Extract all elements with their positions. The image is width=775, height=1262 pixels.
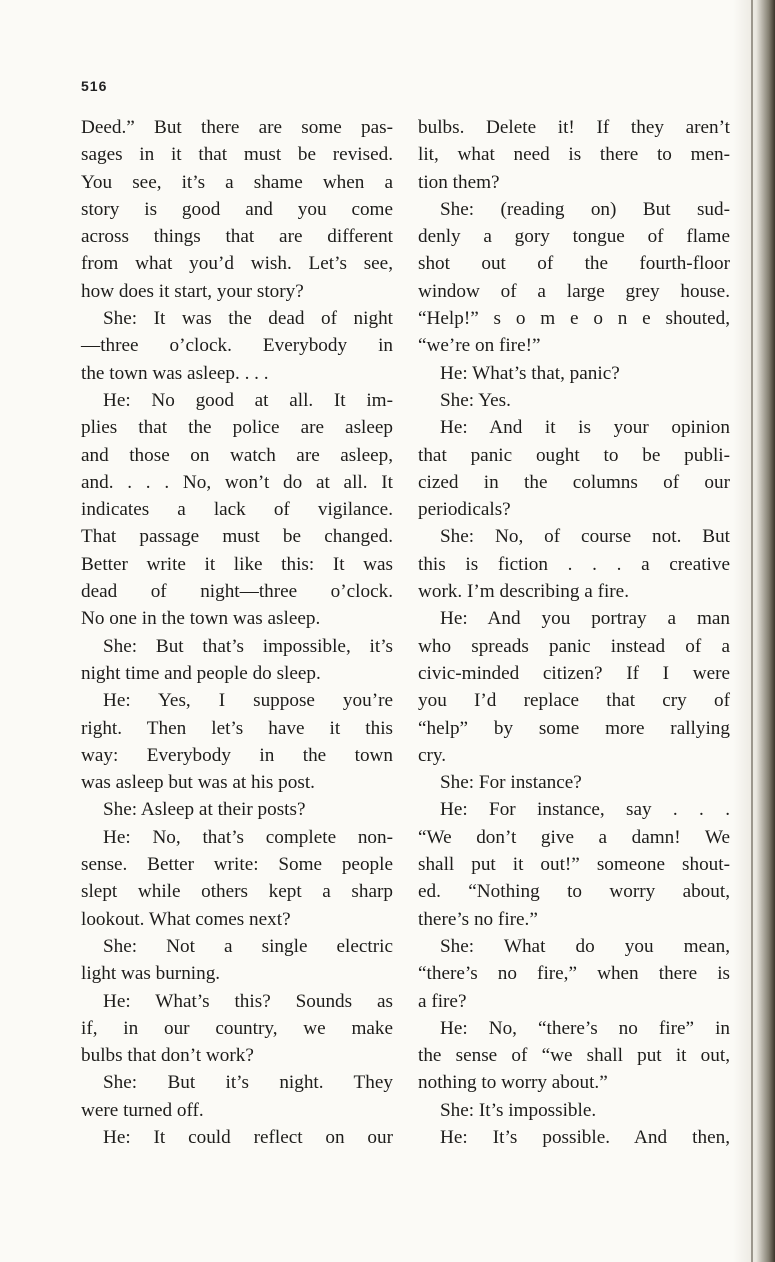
text-line: tion them? xyxy=(418,171,500,193)
text-line: way: Everybody in the town xyxy=(81,744,393,766)
text-line: if, in our country, we make xyxy=(81,1017,393,1039)
text-line: She: For instance? xyxy=(440,772,582,794)
text-line: story is good and you come xyxy=(81,198,393,220)
text-line: She: No, of course not. But xyxy=(440,526,730,548)
text-line: this is fiction . . . a creative xyxy=(418,553,730,575)
text-column-left xyxy=(81,114,393,1151)
text-line: She: But that’s impossible, it’s xyxy=(103,635,393,657)
text-line: the sense of “we shall put it out, xyxy=(418,1045,730,1067)
text-line: slept while others kept a sharp xyxy=(81,881,393,903)
text-line: She: (reading on) But sud- xyxy=(440,198,730,220)
text-line: shot out of the fourth-floor xyxy=(418,253,730,275)
text-line: that panic ought to be publi- xyxy=(418,444,730,466)
text-line: were turned off. xyxy=(81,1099,204,1121)
text-line: right. Then let’s have it this xyxy=(81,717,393,739)
text-line: You see, it’s a shame when a xyxy=(81,171,393,193)
text-line: He: No, “there’s no fire” in xyxy=(440,1017,730,1039)
text-line: He: It’s possible. And then, xyxy=(440,1126,730,1148)
text-line: and those on watch are asleep, xyxy=(81,444,393,466)
text-line: you I’d replace that cry of xyxy=(418,690,730,712)
text-column-right xyxy=(418,114,730,1151)
text-line: She: It was the dead of night xyxy=(103,308,393,330)
text-line: —three o’clock. Everybody in xyxy=(81,335,393,357)
text-line: She: What do you mean, xyxy=(440,935,730,957)
text-line: He: For instance, say . . . xyxy=(440,799,730,821)
text-line: sages in it that must be revised. xyxy=(81,144,393,166)
text-line: Deed.” But there are some pas- xyxy=(81,117,393,138)
text-line: how does it start, your story? xyxy=(81,280,304,302)
page-edge-line xyxy=(751,0,753,1262)
text-line: and. . . . No, won’t do at all. It xyxy=(81,471,393,493)
text-line: He: It could reflect on our xyxy=(103,1126,393,1148)
page-edge-shadow xyxy=(733,0,775,1262)
text-line: She: But it’s night. They xyxy=(103,1072,393,1094)
text-line: No one in the town was asleep. xyxy=(81,608,321,630)
text-line: He: No good at all. It im- xyxy=(103,389,393,411)
text-line: “help” by some more rallying xyxy=(418,717,730,739)
text-line: night time and people do sleep. xyxy=(81,662,321,684)
text-line: “there’s no fire,” when there is xyxy=(418,963,730,985)
text-line: there’s no fire.” xyxy=(418,908,538,930)
text-line: lookout. What comes next? xyxy=(81,908,291,930)
text-line: light was burning. xyxy=(81,963,221,985)
text-line: lit, what need is there to men- xyxy=(418,144,730,166)
text-line: was asleep but was at his post. xyxy=(81,772,315,794)
text-line: denly a gory tongue of flame xyxy=(418,226,730,248)
text-line: That passage must be changed. xyxy=(81,526,393,548)
text-line: shall put it out!” someone shout- xyxy=(418,854,730,876)
text-line: indicates a lack of vigilance. xyxy=(81,499,393,521)
text-line: She: Not a single electric xyxy=(103,935,393,957)
text-line: Better write it like this: It was xyxy=(81,553,393,575)
text-line: “We don’t give a damn! We xyxy=(418,826,730,848)
text-line: nothing to worry about.” xyxy=(418,1072,608,1094)
text-line: She: Yes. xyxy=(440,389,511,411)
text-line: ed. “Nothing to worry about, xyxy=(418,881,730,903)
text-line: across things that are different xyxy=(81,226,393,248)
text-line: window of a large grey house. xyxy=(418,280,730,302)
text-line: cry. xyxy=(418,744,447,766)
text-line: “we’re on fire!” xyxy=(418,335,541,357)
text-line: who spreads panic instead of a xyxy=(418,635,730,657)
text-line: She: It’s impossible. xyxy=(440,1099,597,1121)
page-number: 516 xyxy=(81,78,108,94)
text-line: He: What’s this? Sounds as xyxy=(103,990,393,1012)
text-line: plies that the police are asleep xyxy=(81,417,393,439)
text-line: sense. Better write: Some people xyxy=(81,854,393,876)
text-line: work. I’m describing a fire. xyxy=(418,581,629,603)
text-line: He: No, that’s complete non- xyxy=(103,826,393,848)
text-line: “Help!” s o m e o n e shouted, xyxy=(418,308,730,330)
text-line: dead of night—three o’clock. xyxy=(81,581,393,603)
text-line: from what you’d wish. Let’s see, xyxy=(81,253,393,275)
text-line: cized in the columns of our xyxy=(418,471,730,493)
text-line: bulbs that don’t work? xyxy=(81,1045,254,1067)
text-line: He: Yes, I suppose you’re xyxy=(103,690,393,712)
text-line: She: Asleep at their posts? xyxy=(103,799,306,821)
text-line: the town was asleep. . . . xyxy=(81,362,269,384)
text-line: bulbs. Delete it! If they aren’t xyxy=(418,117,730,138)
text-line: He: What’s that, panic? xyxy=(440,362,620,384)
text-line: a fire? xyxy=(418,990,467,1012)
text-line: civic-minded citizen? If I were xyxy=(418,662,730,684)
text-line: periodicals? xyxy=(418,499,511,521)
text-line: He: And you portray a man xyxy=(440,608,730,630)
text-line: He: And it is your opinion xyxy=(440,417,730,439)
